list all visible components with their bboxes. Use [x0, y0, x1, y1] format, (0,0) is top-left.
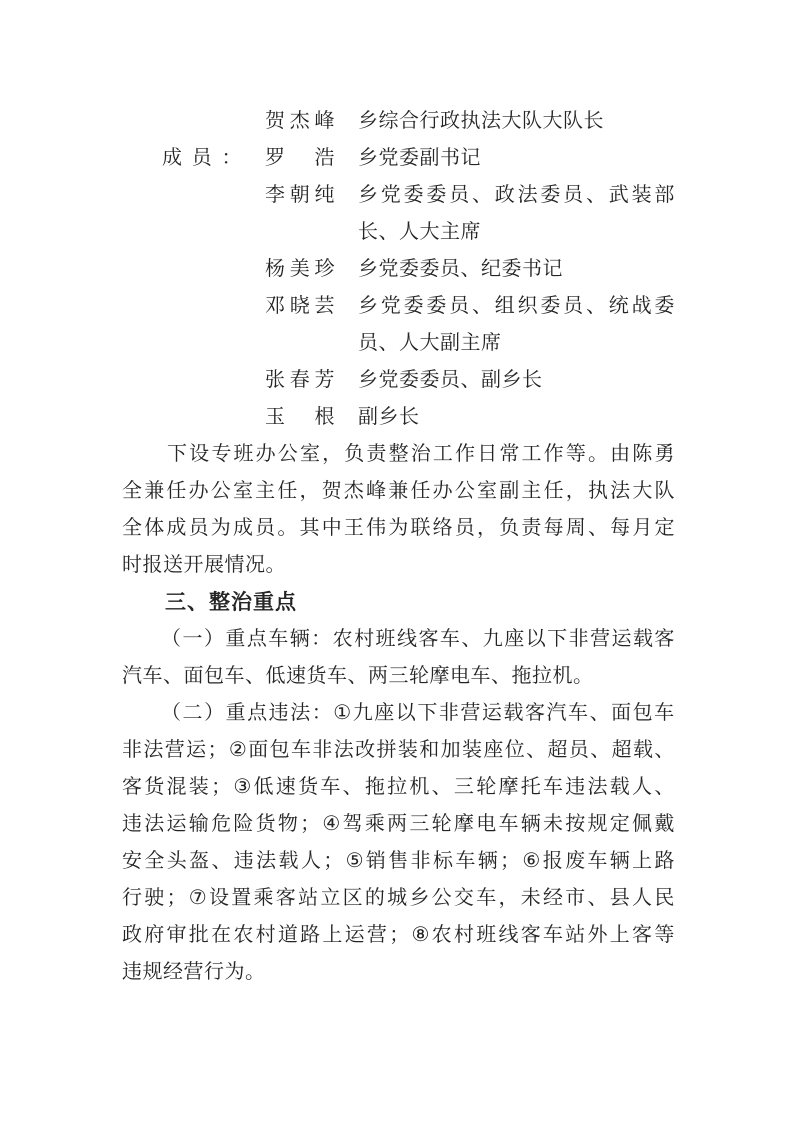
document-line: 时报送开展情况。	[122, 554, 286, 576]
member-role: 乡党委委员、纪委书记	[358, 258, 563, 280]
member-role-continuation: 长、人大主席	[358, 221, 481, 243]
member-name: 罗 浩	[265, 147, 335, 169]
member-name: 杨 美 珍	[265, 258, 335, 280]
document-text-block	[122, 103, 675, 991]
member-role: 副乡长	[358, 406, 420, 428]
member-name: 李 朝 纯	[265, 184, 335, 206]
document-line: 汽车、面包车、低速货车、两三轮摩电车、拖拉机。	[122, 665, 594, 687]
document-line: 全 体 成 员 为 成 员 。 其 中 王 伟 为 联 络 员 ， 负 责 每 周 、 每 月 定	[122, 517, 675, 539]
member-name: 玉 根	[265, 406, 335, 428]
document-line: （ 一 ） 重 点 车 辆 ： 农 村 班 线 客 车 、 九 座 以 下 非 营 运 载 客	[161, 628, 675, 650]
member-role: 乡党委副书记	[358, 147, 481, 169]
document-line: 非 法 营 运 ； ② 面 包 车 非 法 改 拼 装 和 加 装 座 位 、 超 员 、 超 载 、	[122, 739, 675, 761]
member-role-continuation: 员、人大副主席	[358, 332, 502, 354]
document-line: 下 设 专 班 办 公 室 ， 负 责 整 治 工 作 日 常 工 作 等 。 由 陈 勇	[167, 443, 675, 465]
member-name: 贺 杰 峰	[265, 110, 335, 132]
document-line: 违 法 运 输 危 险 货 物 ； ④ 驾 乘 两 三 轮 摩 电 车 辆 未 按 规 定 佩 戴	[122, 813, 675, 835]
document-line: 违规经营行为。	[122, 961, 266, 983]
document-line	[122, 288, 675, 325]
document-line	[122, 214, 675, 251]
document-line	[122, 362, 675, 399]
member-name: 张 春 芳	[265, 369, 335, 391]
member-role: 乡 党 委 委 员 、 政 法 委 员 、 武 装 部	[358, 184, 675, 206]
document-line: 政 府 审 批 在 农 村 道 路 上 运 营 ； ⑧ 农 村 班 线 客 车 站 外 上 客 等	[122, 924, 675, 946]
member-role: 乡党委委员、副乡长	[358, 369, 543, 391]
document-line	[122, 103, 675, 140]
document-line	[122, 177, 675, 214]
member-role: 乡综合行政执法大队大队长	[358, 110, 604, 132]
document-line: 安 全 头 盔 、 违 法 载 人 ； ⑤ 销 售 非 标 车 辆 ； ⑥ 报 废 车 辆 上 路	[122, 850, 675, 872]
document-line: 行 驶 ； ⑦ 设 置 乘 客 站 立 区 的 城 乡 公 交 车 ， 未 经 市 、 县 人 民	[122, 887, 675, 909]
member-list-label: 成 员 ：	[162, 147, 242, 169]
document-line: 客 货 混 装 ； ③ 低 速 货 车 、 拖 拉 机 、 三 轮 摩 托 车 违 法 载 人 、	[122, 776, 675, 798]
section-heading: 三、整治重点	[165, 591, 297, 614]
member-name: 邓 晓 芸	[265, 295, 335, 317]
member-role: 乡 党 委 委 员 、 组 织 委 员 、 统 战 委	[358, 295, 675, 317]
document-line	[122, 140, 675, 177]
document-line	[122, 251, 675, 288]
document-line: 全 兼 任 办 公 室 主 任 ， 贺 杰 峰 兼 任 办 公 室 副 主 任 ， 执 法 大 队	[122, 480, 675, 502]
document-line: （ 二 ） 重 点 违 法 ： ① 九 座 以 下 非 营 运 载 客 汽 车 、 面 包 车	[161, 702, 675, 724]
document-line	[122, 399, 675, 436]
document-line	[122, 325, 675, 362]
